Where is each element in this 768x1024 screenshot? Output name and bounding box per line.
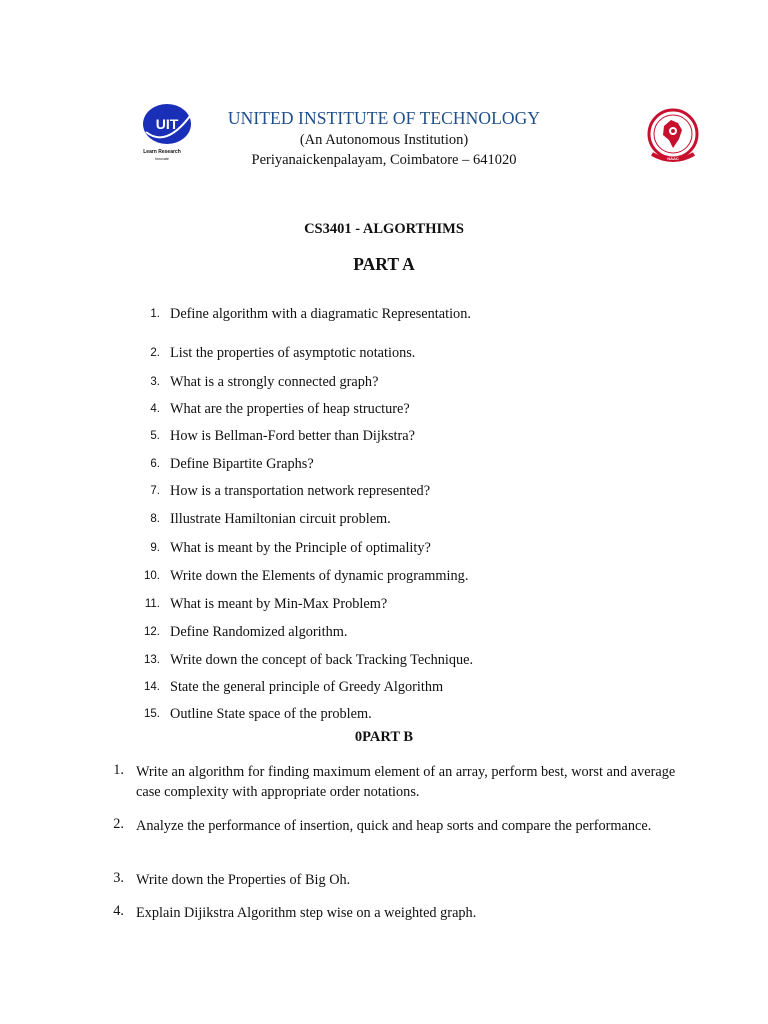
uit-logo-caption-2: Innovate [155, 157, 169, 161]
question-number: 10. [144, 570, 160, 582]
institution-subtitle: (An Autonomous Institution) [299, 132, 469, 148]
question-number: 4. [113, 903, 124, 919]
question-number: 2. [113, 816, 124, 832]
question-number: 2. [150, 347, 160, 359]
question-text: Write down the concept of back Tracking Technique. [170, 652, 474, 668]
question-text: Define Bipartite Graphs? [170, 456, 314, 472]
institution-address: Periyanaickenpalayam, Coimbatore – 641020 [251, 152, 517, 168]
question-text: Define Randomized algorithm. [170, 624, 348, 640]
question-number: 7. [150, 485, 160, 497]
question-number: 14. [144, 681, 160, 693]
naac-emblem-icon [644, 106, 702, 166]
question-text: Explain Dijikstra Algorithm step wise on a weighted graph. [136, 905, 477, 921]
question-number: 13. [144, 654, 160, 666]
question-text: Analyze the performance of insertion, quick and heap sorts and compare the performance. [136, 818, 652, 834]
question-number: 3. [150, 376, 160, 388]
part-a-heading: PART A [353, 254, 415, 274]
question-number: 3. [113, 870, 124, 886]
question-text: List the properties of asymptotic notations. [170, 345, 416, 361]
question-number: 11. [144, 598, 160, 610]
institution-name: UNITED INSTITUTE OF TECHNOLOGY [227, 108, 541, 128]
question-text: What is a strongly connected graph? [170, 374, 379, 390]
question-number: 6. [150, 458, 160, 470]
part-b-heading: 0PART B [354, 729, 414, 745]
naac-emblem-label: NAAC [667, 156, 679, 161]
question-number: 12. [144, 626, 160, 638]
question-text: What is meant by the Principle of optimality? [170, 540, 431, 556]
question-text: Define algorithm with a diagramatic Representation. [170, 306, 471, 322]
question-text: Outline State space of the problem. [170, 706, 372, 722]
question-text: What are the properties of heap structure? [170, 401, 410, 417]
question-number: 8. [150, 513, 160, 525]
question-number: 5. [150, 430, 160, 442]
question-text: What is meant by Min-Max Problem? [170, 596, 388, 612]
uit-logo-caption: Learn Research [143, 149, 181, 155]
question-text: Illustrate Hamiltonian circuit problem. [170, 511, 391, 527]
uit-logo-monogram: UIT [155, 116, 179, 132]
question-text: How is Bellman-Ford better than Dijkstra? [170, 428, 415, 444]
question-text: Write an algorithm for finding maximum element of an array, perform best, worst and average case complexity with appropriate order notations. [136, 764, 676, 800]
question-text: How is a transportation network represented? [170, 483, 431, 499]
question-text: Write down the Elements of dynamic programming. [170, 568, 469, 584]
question-text: State the general principle of Greedy Algorithm [170, 679, 444, 695]
question-number: 1. [150, 308, 160, 320]
question-number: 1. [113, 762, 124, 778]
course-title: CS3401 - ALGORTHIMS [304, 221, 464, 237]
question-number: 4. [150, 403, 160, 415]
question-number: 15. [144, 708, 160, 720]
question-number: 9. [150, 542, 160, 554]
question-text: Write down the Properties of Big Oh. [136, 872, 351, 888]
